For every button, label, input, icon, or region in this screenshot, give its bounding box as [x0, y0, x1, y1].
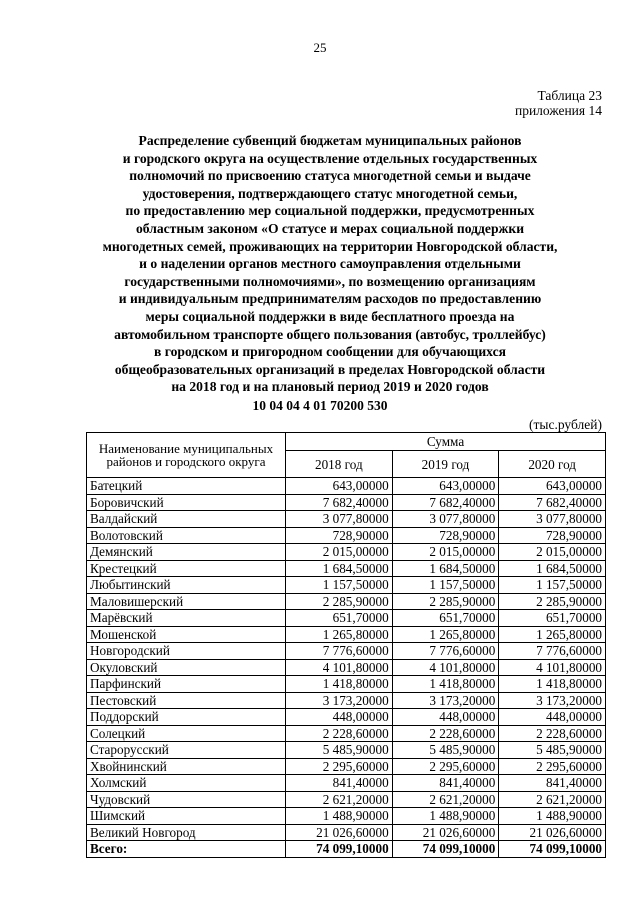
value-2020: 1 684,50000 — [499, 560, 606, 577]
value-2019: 1 488,90000 — [392, 808, 499, 825]
table-row — [87, 544, 606, 561]
value-2018: 3 173,20000 — [286, 692, 393, 709]
value-2019: 2 295,60000 — [392, 758, 499, 775]
value-2020: 7 682,40000 — [499, 494, 606, 511]
value-2019: 7 682,40000 — [392, 494, 499, 511]
budget-code: 10 04 04 4 01 70200 530 — [252, 398, 388, 413]
value-2018: 1 157,50000 — [286, 577, 393, 594]
table-row — [87, 494, 606, 511]
table-row — [87, 577, 606, 594]
municipality-name: Валдайский — [87, 511, 286, 528]
municipality-name: Хвойнинский — [87, 758, 286, 775]
value-2019: 841,40000 — [392, 775, 499, 792]
value-2018: 448,00000 — [286, 709, 393, 726]
municipality-name: Волотовский — [87, 527, 286, 544]
value-2019: 728,90000 — [392, 527, 499, 544]
table-ref-line-2: приложения 14 — [514, 103, 602, 118]
value-2019: 1 157,50000 — [392, 577, 499, 594]
municipality-name: Великий Новгород — [87, 824, 286, 841]
table-row — [87, 692, 606, 709]
header-year-2019: 2019 год — [392, 451, 499, 478]
value-2020: 2 621,20000 — [499, 791, 606, 808]
value-2019: 74 099,10000 — [392, 841, 499, 858]
value-2019: 3 077,80000 — [392, 511, 499, 528]
value-2019: 643,00000 — [392, 478, 499, 495]
municipality-name: Боровичский — [87, 494, 286, 511]
table-row — [87, 709, 606, 726]
title-line: Распределение субвенций бюджетам муниципальных районов — [138, 133, 522, 148]
municipality-name: Солецкий — [87, 725, 286, 742]
value-2020: 7 776,60000 — [499, 643, 606, 660]
value-2020: 4 101,80000 — [499, 659, 606, 676]
value-2020: 2 285,90000 — [499, 593, 606, 610]
title-line: и индивидуальным предпринимателям расходов по предоставлению — [118, 291, 542, 307]
table-row — [87, 775, 606, 792]
value-2018: 651,70000 — [286, 610, 393, 627]
value-2020: 21 026,60000 — [499, 824, 606, 841]
value-2018: 3 077,80000 — [286, 511, 393, 528]
value-2019: 4 101,80000 — [392, 659, 499, 676]
value-2019: 5 485,90000 — [392, 742, 499, 759]
page-number: 25 — [313, 40, 327, 55]
table-body — [87, 478, 606, 858]
value-2020: 5 485,90000 — [499, 742, 606, 759]
table-row — [87, 824, 606, 841]
value-2020: 2 228,60000 — [499, 725, 606, 742]
table-row — [87, 676, 606, 693]
municipality-name: Пестовский — [87, 692, 286, 709]
table-row — [87, 808, 606, 825]
municipality-name: Демянский — [87, 544, 286, 561]
title-line: государственными полномочиями», по возмещению организациям — [124, 273, 536, 289]
municipality-name: Холмский — [87, 775, 286, 792]
municipality-name: Окуловский — [87, 659, 286, 676]
municipality-name: Новгородский — [87, 643, 286, 660]
table-row — [87, 659, 606, 676]
value-2019: 1 265,80000 — [392, 626, 499, 643]
municipality-name: Чудовский — [87, 791, 286, 808]
municipality-name: Крестецкий — [87, 560, 286, 577]
header-year-2020: 2020 год — [499, 451, 606, 478]
value-2020: 2 295,60000 — [499, 758, 606, 775]
title-line: областным законом «О статусе и мерах социальной поддержки — [135, 220, 525, 236]
total-row — [87, 841, 606, 858]
document-title — [70, 132, 590, 396]
value-2019: 2 621,20000 — [392, 791, 499, 808]
title-line: меры социальной поддержки в виде бесплатного проезда на — [145, 308, 515, 324]
table-ref-line-1: Таблица 23 — [537, 88, 602, 103]
value-2018: 21 026,60000 — [286, 824, 393, 841]
table-row — [87, 791, 606, 808]
table-row — [87, 742, 606, 759]
municipality-name: Любытинский — [87, 577, 286, 594]
table-row — [87, 560, 606, 577]
table-row — [87, 626, 606, 643]
value-2020: 1 488,90000 — [499, 808, 606, 825]
value-2018: 2 228,60000 — [286, 725, 393, 742]
table-row — [87, 593, 606, 610]
table-row — [87, 758, 606, 775]
value-2019: 1 418,80000 — [392, 676, 499, 693]
title-line: многодетных семей, проживающих на территории Новгородской области, — [102, 238, 558, 254]
municipality-name: Всего: — [87, 841, 286, 858]
title-line: общеобразовательных организаций в пределах Новгородской области — [114, 361, 546, 377]
value-2020: 448,00000 — [499, 709, 606, 726]
title-line: на 2018 год и на плановый период 2019 и 2020 годов — [171, 379, 489, 395]
value-2018: 2 295,60000 — [286, 758, 393, 775]
title-line: и о наделении органов местного самоуправления отдельными — [139, 256, 521, 272]
value-2020: 643,00000 — [499, 478, 606, 495]
value-2018: 7 776,60000 — [286, 643, 393, 660]
value-2020: 841,40000 — [499, 775, 606, 792]
value-2018: 841,40000 — [286, 775, 393, 792]
value-2018: 643,00000 — [286, 478, 393, 495]
value-2020: 1 157,50000 — [499, 577, 606, 594]
value-2020: 1 265,80000 — [499, 626, 606, 643]
municipality-name: Парфинский — [87, 676, 286, 693]
value-2018: 4 101,80000 — [286, 659, 393, 676]
value-2019: 651,70000 — [392, 610, 499, 627]
municipality-name: Маловишерский — [87, 593, 286, 610]
unit-label: (тыс.рублей) — [529, 417, 602, 432]
value-2019: 21 026,60000 — [392, 824, 499, 841]
table-row — [87, 511, 606, 528]
value-2020: 1 418,80000 — [499, 676, 606, 693]
subsidy-table — [86, 432, 606, 858]
table-reference — [515, 88, 602, 118]
header-year-2018: 2018 год — [286, 451, 393, 478]
table-row — [87, 725, 606, 742]
value-2019: 1 684,50000 — [392, 560, 499, 577]
value-2020: 651,70000 — [499, 610, 606, 627]
value-2018: 2 015,00000 — [286, 544, 393, 561]
municipality-name: Мошенской — [87, 626, 286, 643]
title-line: удостоверения, подтверждающего статус многодетной семьи, — [142, 185, 518, 201]
value-2019: 3 173,20000 — [392, 692, 499, 709]
municipality-name: Марёвский — [87, 610, 286, 627]
header-name: Наименование муниципальных районов и городского округа — [87, 433, 286, 478]
value-2018: 5 485,90000 — [286, 742, 393, 759]
title-line: автомобильном транспорте общего пользования (автобус, троллейбус) — [114, 326, 546, 342]
title-line: по предоставлению мер социальной поддержки, предусмотренных — [125, 203, 535, 219]
municipality-name: Шимский — [87, 808, 286, 825]
value-2018: 2 621,20000 — [286, 791, 393, 808]
value-2018: 2 285,90000 — [286, 593, 393, 610]
table-row — [87, 610, 606, 627]
value-2020: 2 015,00000 — [499, 544, 606, 561]
value-2019: 7 776,60000 — [392, 643, 499, 660]
value-2019: 2 285,90000 — [392, 593, 499, 610]
table-row — [87, 643, 606, 660]
value-2020: 74 099,10000 — [499, 841, 606, 858]
table-row — [87, 527, 606, 544]
value-2018: 1 488,90000 — [286, 808, 393, 825]
value-2018: 728,90000 — [286, 527, 393, 544]
title-line: в городском и пригородном сообщении для обучающихся — [154, 344, 506, 360]
title-line: полномочий по присвоению статуса многодетной семьи и выдаче — [129, 168, 531, 184]
value-2019: 2 228,60000 — [392, 725, 499, 742]
title-line: и городского округа на осуществление отдельных государственных — [122, 150, 538, 166]
table-row — [87, 478, 606, 495]
header-sum: Сумма — [286, 433, 606, 451]
municipality-name: Поддорский — [87, 709, 286, 726]
value-2018: 74 099,10000 — [286, 841, 393, 858]
value-2019: 448,00000 — [392, 709, 499, 726]
value-2019: 2 015,00000 — [392, 544, 499, 561]
value-2020: 3 173,20000 — [499, 692, 606, 709]
value-2020: 3 077,80000 — [499, 511, 606, 528]
value-2018: 7 682,40000 — [286, 494, 393, 511]
municipality-name: Батецкий — [87, 478, 286, 495]
value-2018: 1 684,50000 — [286, 560, 393, 577]
value-2018: 1 265,80000 — [286, 626, 393, 643]
value-2020: 728,90000 — [499, 527, 606, 544]
value-2018: 1 418,80000 — [286, 676, 393, 693]
municipality-name: Старорусский — [87, 742, 286, 759]
